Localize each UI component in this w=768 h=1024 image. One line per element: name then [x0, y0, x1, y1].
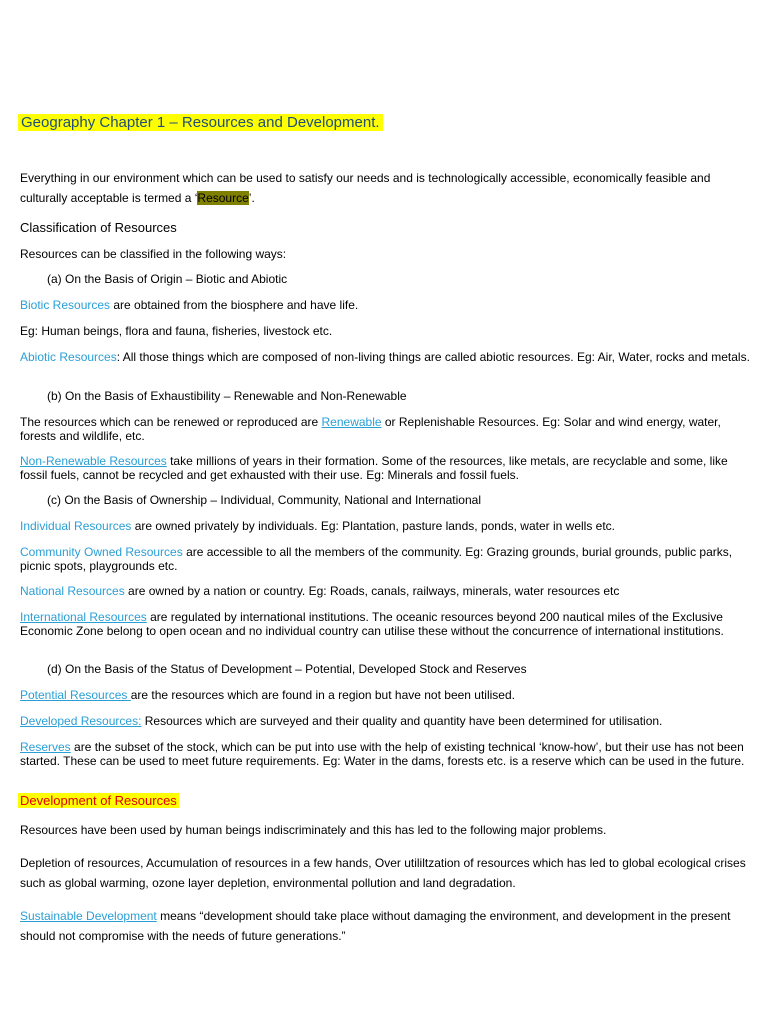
sustainable-paragraph: [20, 906, 750, 946]
abiotic-text: : All those things which are composed of non-living things are called abiotic resources. Eg: Air, Water, rocks and metals.: [116, 350, 750, 364]
renewable-link[interactable]: Renewable: [321, 415, 382, 429]
individual-text: are owned privately by individuals. Eg: Plantation, pasture lands, ponds, water in wells etc.: [131, 519, 616, 533]
renewable-paragraph: [20, 415, 750, 443]
classification-heading: Classification of Resources: [20, 220, 177, 235]
nonrenewable-link[interactable]: Non-Renewable Resources: [20, 454, 167, 468]
reserves-text: are the subset of the stock, which can be put into use with the help of existing technical ‘know-how’, but their use has not been started. These can be used to meet future requirements. Eg: Water in the dams, forests etc. is a reserve which can be used in the future.: [20, 740, 745, 768]
reserves-link[interactable]: Reserves: [20, 740, 71, 754]
national-term: National Resources: [20, 584, 125, 598]
abiotic-paragraph: [20, 350, 750, 364]
sustainable-link[interactable]: Sustainable Development: [20, 909, 157, 923]
community-text: are accessible to all the members of the community. Eg: Grazing grounds, burial grounds, public parks, picnic spots, playgrounds etc.: [20, 545, 733, 573]
developed-paragraph: [20, 714, 750, 728]
potential-link[interactable]: Potential Resources: [20, 688, 131, 702]
renewable-text-start: The resources which can be renewed or reproduced are: [20, 415, 322, 429]
intro-paragraph: [20, 168, 750, 208]
community-paragraph: [20, 545, 750, 573]
potential-text: are the resources which are found in a region but have not been utilised.: [130, 688, 515, 702]
individual-paragraph: [20, 519, 750, 533]
developed-text: Resources which are surveyed and their quality and quantity have been determined for utilisation.: [141, 714, 663, 728]
page-title-line: [20, 114, 750, 132]
renewable-text-end: or Replenishable Resources. Eg: Solar and wind energy, water, forests and wildlife, etc.: [20, 415, 721, 443]
development-heading-line: [20, 793, 750, 809]
international-paragraph: [20, 610, 750, 638]
basis-c-heading: (c) On the Basis of Ownership – Individual, Community, National and International: [47, 493, 481, 507]
national-text: are owned by a nation or country. Eg: Roads, canals, railways, minerals, water resources etc: [124, 584, 620, 598]
abiotic-term: Abiotic Resources: [20, 350, 117, 364]
biotic-example: Eg: Human beings, flora and fauna, fisheries, livestock etc.: [20, 324, 333, 338]
national-paragraph: [20, 584, 750, 598]
intro-text-end: ’.: [248, 191, 255, 205]
developed-link[interactable]: Developed Resources:: [20, 714, 142, 728]
development-heading: Development of Resources: [20, 793, 177, 808]
page-title: Geography Chapter 1 – Resources and Development.: [18, 114, 383, 131]
nonrenewable-paragraph: [20, 454, 750, 482]
biotic-paragraph: [20, 298, 750, 312]
potential-paragraph: [20, 688, 750, 702]
community-term: Community Owned Resources: [20, 545, 183, 559]
biotic-term: Biotic Resources: [20, 298, 111, 312]
international-link[interactable]: International Resources: [20, 610, 147, 624]
reserves-paragraph: [20, 740, 750, 768]
sustainable-text: means “development should take place without damaging the environment, and development in the present should not compromise with the needs of future generations.”: [20, 909, 731, 943]
basis-a-heading: (a) On the Basis of Origin – Biotic and Abiotic: [47, 272, 288, 286]
problems-paragraph: Depletion of resources, Accumulation of resources in a few hands, Over utililtzation of resources which has led to global ecological crises such as global warming, ozone layer depletion, environmental pollution and land degradation.: [20, 856, 746, 890]
problems-lead: Resources have been used by human beings indiscriminately and this has led to the following major problems.: [20, 823, 607, 837]
nonrenewable-text: take millions of years in their formation. Some of the resources, like metals, are recyclable and some, like fossil fuels, cannot be recycled and get exhausted with their use. Eg: Minerals and fossil fuels.: [20, 454, 728, 482]
intro-text: Everything in our environment which can be used to satisfy our needs and is technologically accessible, economically feasible and culturally acceptable is termed a ‘: [20, 171, 711, 205]
biotic-text: are obtained from the biosphere and have life.: [110, 298, 359, 312]
classification-lead: Resources can be classified in the following ways:: [20, 247, 287, 261]
basis-b-heading: (b) On the Basis of Exhaustibility – Renewable and Non-Renewable: [47, 389, 407, 403]
individual-term: Individual Resources: [20, 519, 132, 533]
international-text: are regulated by international institutions. The oceanic resources beyond 200 nautical miles of the Exclusive Economic Zone belong to open ocean and no individual country can utilise these without the concurrence of international institutions.: [20, 610, 724, 638]
basis-d-heading: (d) On the Basis of the Status of Development – Potential, Developed Stock and Reserves: [47, 662, 527, 676]
resource-highlight: Resource: [197, 191, 249, 205]
